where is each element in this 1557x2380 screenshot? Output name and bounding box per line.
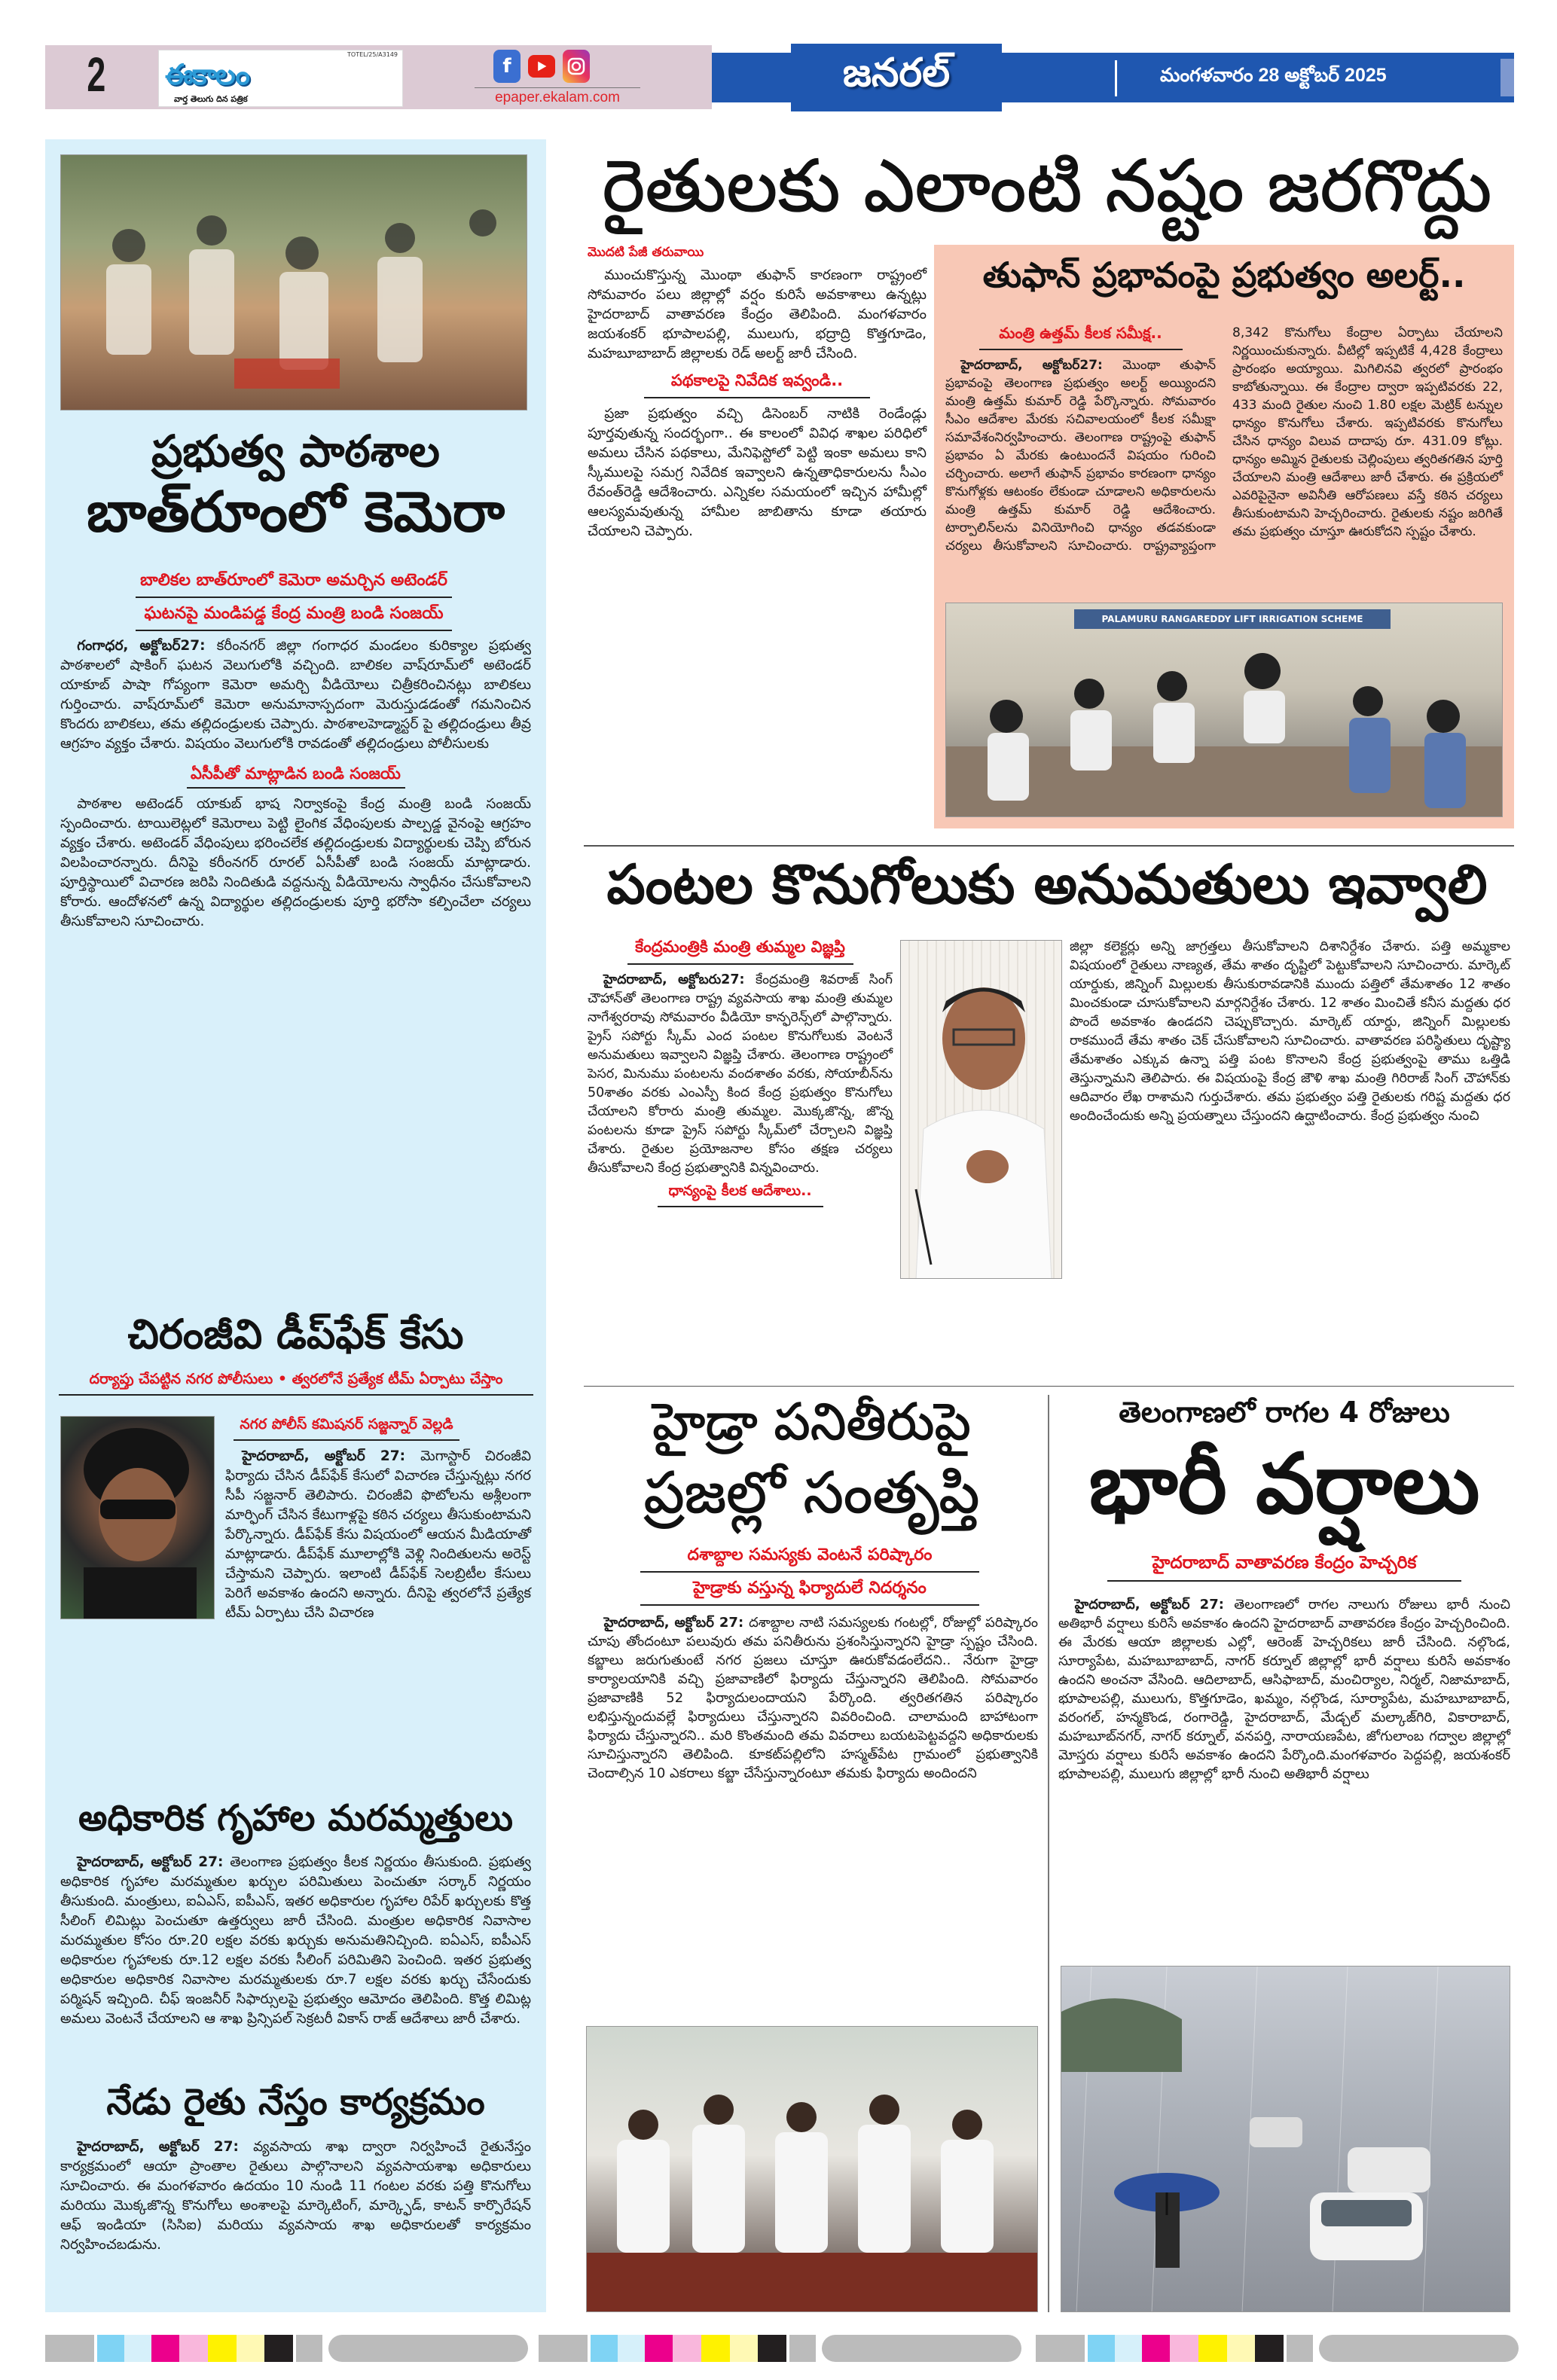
color-swatch xyxy=(789,2335,816,2362)
section-divider xyxy=(584,845,1514,847)
rain-story xyxy=(1058,1595,1510,1783)
color-swatch xyxy=(208,2335,237,2362)
school-subhead-3: ఏసీపీతో మాట్లాడిన బండి సంజయ్ xyxy=(187,764,405,789)
color-swatch xyxy=(1036,2335,1085,2362)
school-story xyxy=(60,636,531,932)
hydra-headline-1: హైడ్రా పనితీరుపై xyxy=(652,1393,971,1452)
color-swatch xyxy=(758,2335,786,2362)
photo-banner: PALAMURU RANGAREDDY LIFT IRRIGATION SCHEME xyxy=(1074,609,1391,629)
divider xyxy=(1115,60,1117,96)
hydra-subheads xyxy=(640,1545,979,1612)
color-swatch xyxy=(296,2335,322,2362)
chiranjeevi-photo xyxy=(60,1416,215,1619)
color-swatch xyxy=(264,2335,293,2362)
print-registration-marks xyxy=(0,2335,1557,2362)
headline-school-2: బాత్‌రూంలో కెమెరా xyxy=(86,480,505,545)
color-swatch xyxy=(237,2335,264,2362)
crops-headline: పంటల కొనుగోలుకు అనుమతులు ఇవ్వాలి xyxy=(606,853,1488,916)
rythu-story xyxy=(60,2137,531,2255)
article-body: తెలంగాణలో రాగల నాలుగు రోజులు భారీ నుంచి అతిభారీ వర్షాలు కురిసే అవకాశం ఉందని హైదరాబాద్ వాతావరణ కేంద్రం హెచ్చరించింది. ఈ మేరకు ఆయా జిల్లాలకు ఎల్లో, ఆరెంజ్ హెచ్చరికలు జారీ చేసింది. నల్గొండ, సూర్యాపేట, మహబూబాబాద్, నాగర్ కర్నూల్ జిల్లాల్లో భారీ వర్షాలు కురిసే అవకాశం ఉందని అంచనా వేసింది. ఆదిలాబాద్, ఆసిఫాబాద్, మంచిర్యాల, నిర్మల్, నిజామాబాద్, భూపాలపల్లి, ములుగు, కొత్తగూడెం, ఖమ్మం, నల్గొండ, సూర్యాపేట, మహబూబాబాద్, వరంగల్, హన్మకొండ, రంగారెడ్డి, హైదరాబాద్, మేడ్చల్ మల్కాజ్‌గిరి, వికారాబాద్, మహబూబ్‌నగర్, నాగర్ కర్నూల్, వనపర్తి, నారాయణపేట, జోగులాంబ గద్వాల జిల్లాల్లో మోస్తరు వర్షాలు కురిసే అవకాశం ఉందని పేర్కొంది.మంగళవారం పెద్దపల్లి, జయశంకర్ భూపాలపల్లి, ములుగు జిల్లాల్లో భారీ నుంచి అతిభారీ వర్షాలు xyxy=(1058,1597,1510,1782)
dateline: హైదరాబాద్, అక్టోబర్ 27: xyxy=(1074,1597,1235,1613)
color-swatch xyxy=(539,2335,588,2362)
rain-street-photo xyxy=(1061,1966,1510,2312)
rain-kicker: తెలంగాణలో రాగల 4 రోజులు xyxy=(1119,1396,1450,1429)
lead-headline: రైతులకు ఎలాంటి నష్టం జరగొద్దు xyxy=(602,144,1492,228)
dateline: హైదరాబాద్, అక్టోబర్27: xyxy=(960,358,1123,373)
color-swatch xyxy=(1142,2335,1170,2362)
section-divider xyxy=(584,1386,1514,1387)
cyclone-headline: తుఫాన్ ప్రభావంపై ప్రభుత్వం అలర్ట్.. xyxy=(982,255,1466,295)
headline-school-1: ప్రభుత్వ పాఠశాల xyxy=(151,426,440,477)
epaper-link[interactable]: epaper.ekalam.com xyxy=(475,87,640,106)
article-body: మెగాస్టార్ చిరంజీవి ఫిర్యాదు చేసిన డీప్‌ఫేక్ కేసులో విచారణ చేస్తున్నట్లు నగర సీపీ సజ్జనార్ తెలిపారు. చిరంజీవి ఫొటోలను అశ్లీలంగా మార్ఫింగ్ చేసిన కేటుగాళ్లపై కఠిన చర్యలు తీసుకుంటామని పేర్కొన్నారు. డీప్‌ఫేక్ కేసు విషయంలో ఆయన మీడియాతో మాట్లాడారు. డీప్‌ఫేక్ మూలాల్లోకి వెళ్లి నిందితులను అరెస్ట్ చేస్తామని చెప్పారు. ఇలాంటి డీప్‌ఫేక్ సెలబ్రిటీల కేసులు పెరిగే అవకాశం ఉందని అన్నారు. దీనిపై త్వరలోనే ప్రత్యేక టీమ్ ఏర్పాటు చేసి విచారణ xyxy=(225,1448,531,1621)
article-body: తెలంగాణ ప్రభుత్వం కీలక నిర్ణయం తీసుకుంది. ప్రభుత్వ అధికారిక గృహాల మరమ్మతుల ఖర్చుల పరిమితులు పెంచుతూ సర్కార్ నిర్ణయం తీసుకుంది. మంత్రులు, ఐఏఎస్, ఐపీఎస్, ఇతర అధికారుల గృహాల రిపేర్ ఖర్చులకు కొత్త సీలింగ్ లిమిట్లు పెంచుతూ ఉత్తర్వులు జారీ చేసింది. మంత్రుల అధికారిక నివాసాల మరమ్మతుల కోసం రూ.20 లక్షల వరకు ఖర్చుకు అనుమతినిచ్చింది. ఐఏఎస్, ఐపీఎస్ అధికారుల గృహాలకు రూ.12 లక్షల వరకు సీలింగ్ పరిమితిని పెంచింది. ఇతర ప్రభుత్వ అధికారుల అధికారిక నివాసాల మరమ్మతులకు రూ.7 లక్షల వరకు ఖర్చు చేసేందుకు పర్మిషన్ ఇచ్చింది. చీఫ్ ఇంజనీర్ సిఫార్సులపై ప్రభుత్వం ఆమోదం తెలిపింది. కొత్త లిమిట్ల అమలు వెంటనే చేయాలని ఆ శాఖ ప్రిన్సిపల్ సెక్రటరీ వికాస్ రాజ్ ఆదేశాలు జారీ చేశారు. xyxy=(60,1854,531,2027)
rain-headline: భారీ వర్షాలు xyxy=(1088,1436,1480,1532)
article-body: ముంచుకొస్తున్న మొంథా తుఫాన్ కారణంగా రాష్ట్రంలో సోమవారం పలు జిల్లాల్లో వర్షం కురిసే అవకాశాలు ఉన్నట్లు హైదరాబాద్ వాతావరణ కేంద్రం తెలిపింది. మంగళవారం జయశంకర్ భూపాలపల్లి, ములుగు, భద్రాద్రి కొత్తగూడెం, మహబూబాబాద్ జిల్లాలకు రెడ్ అలర్ట్ జారీ చేసింది. xyxy=(588,267,927,362)
newspaper-logo[interactable] xyxy=(158,50,403,107)
school-subhead-1: బాలికల బాత్‌రూంలో కెమెరా అమర్చిన అటెండర్ xyxy=(136,571,452,598)
protest-photo xyxy=(60,154,527,410)
color-swatch xyxy=(618,2335,645,2362)
issue-date: మంగళవారం 28 అక్టోబర్ 2025 xyxy=(1160,65,1387,86)
color-swatch xyxy=(97,2335,124,2362)
article-body: జిల్లా కలెక్టర్లు అన్ని జాగ్రత్తలు తీసుకోవాలని దిశానిర్దేశం చేశారు. పత్తి అమ్మకాల విషయంలో రైతులు నాణ్యత, తేమ శాతం దృష్టిలో పెట్టుకోవాలని సూచించారు. మార్కెట్ యార్డుకు, జిన్నింగ్ మిల్లులకు తీసుకురావడానికి ముందు పత్తిలో తేమశాతం 12 శాతం మించకుండా చూసుకోవాలని మార్గనిర్దేశం చేశారు. 12 శాతం మించితే కనీస మద్దతు ధర పొందే అవకాశం ఉండదని చెప్పుకొచ్చారు. మార్కెట్ యార్డు, జిన్నింగ్ మిల్లులకు రాకముందే తేమ శాతం చెక్ చేసుకోవాలని సూచించారు. వాతావరణ పరిస్థితులు దృష్ట్యా తేమశాతం ఎక్కువ ఉన్నా పత్తి పంట కొనాలని కేంద్ర ప్రభుత్వంపై తాము ఒత్తిడి తెస్తున్నామని తెలిపారు. ఈ విషయంపై కేంద్ర జౌళి శాఖ మంత్రి గిరిరాజ్ సింగ్ చౌహాన్‌కు ఆదివారం లేఖ రాశామని గుర్తుచేశారు. తమ ప్రభుత్వం పత్తి రైతులకు గరిష్ట మద్దతు ధర అందించేందుకు అన్ని ప్రయత్నాలు చేస్తుందని ఉద్ఘాటించారు. కేంద్ర ప్రభుత్వం నుంచి xyxy=(1070,939,1510,1124)
dateline: గంగాధర, అక్టోబర్27: xyxy=(77,638,217,654)
crops-subhead: కేంద్రమంత్రికి మంత్రి తుమ్మల విజ్ఞప్తి xyxy=(627,938,853,965)
article-body: దశాబ్దాల నాటి సమస్యలకు గంటల్లో, రోజుల్లో పరిష్కారం చూపు తోందంటూ పలువురు తమ పనితీరును ప్రశంసిస్తున్నారని హైడ్రా స్పష్టం చేసింది. కబ్జాలు జరుగుతుంటే నగర ప్రజలు చూస్తూ ఊరుకోవడంలేదని.. నేరుగా హైడ్రా కార్యాలయానికి వచ్చి ప్రజావాణిలో ఫిర్యాదు చేస్తున్నారని తెలిపింది. సోమవారం ప్రజావాణికి 52 ఫిర్యాదులందాయని పేర్కొంది. త్వరితగతిన పరిష్కారం లభిస్తున్నందువల్లే ఫిర్యాదులు చేస్తున్నారని వివరించింది. చాలామంది బాహాటంగా ఫిర్యాదు చేస్తున్నారని.. మరి కొంతమంది తమ వివరాలు బయటపెట్టవద్దని అధికారులకు సూచిస్తున్నారని తెలిపింది. కూకట్‌పల్లిలోని హస్మత్‌పేట గ్రామంలో ప్రభుత్వానికి చెందాల్సిన 10 ఎకరాలు కబ్జా చేసేస్తున్నారంటూ తమకు ఫిర్యాదు అందిందని xyxy=(588,1615,1038,1781)
color-swatch xyxy=(1198,2335,1227,2362)
review-meeting-photo xyxy=(945,603,1503,817)
column-divider xyxy=(1048,1395,1049,2312)
color-swatch xyxy=(151,2335,179,2362)
headline-deepfake: చిరంజీవి డీప్‌ఫేక్ కేసు xyxy=(127,1311,464,1358)
logo-registration: TOTEL/25/A3149 xyxy=(347,51,398,58)
dateline: హైదరాబాద్, అక్టోబర్ 27: xyxy=(77,2139,254,2155)
lead-story xyxy=(588,245,927,542)
color-swatch xyxy=(1255,2335,1284,2362)
gray-registration-block xyxy=(1319,2335,1519,2362)
color-swatch xyxy=(45,2335,94,2362)
crops-story-right xyxy=(1070,938,1510,1126)
color-swatch xyxy=(645,2335,673,2362)
hydra-subhead-1: దశాబ్దాల సమస్యకు వెంటనే పరిష్కారం xyxy=(640,1545,979,1573)
article-body: ప్రజా ప్రభుత్వం వచ్చి డిసెంబర్ నాటికి రెండేండ్లు పూర్తవుతున్న సందర్భంగా.. ఈ కాలంలో వివిధ శాఖల పరిధిలో అమలు చేసిన పథకాలు, మేనిఫెస్టోలో పెట్టి ఇంకా అమలు కాని స్కీములపై సమగ్ర నివేదిక ఇవ్వాలని ఉన్నతాధికారులను సీఎం రేవంత్‌రెడ్డి ఆదేశించారు. ఎన్నికల సమయంలో ఇచ్చిన హామీల్లో ఆలస్యమవుతున్న హామీల జాబితాను కూడా తయారు చేయాలని చెప్పారు. xyxy=(588,406,927,539)
color-swatch xyxy=(124,2335,151,2362)
article-body: మొంథా తుఫాన్ ప్రభావంపై తెలంగాణ ప్రభుత్వం అలర్ట్ అయ్యిందని మంత్రి ఉత్తమ్ కుమార్ రెడ్డి పేర్కొన్నారు. సోమవారం సీఎం ఆదేశాల మేరకు సచివాలయంలో కీలక సమీక్షా సమావేశంనిర్వహించారు. తెలంగాణ రాష్ట్రంపై తుఫాన్ ప్రభావం ఏ మేరకు ఉంటుందనే విషయం గురించి చర్చించారు. అలాగే తుఫాన్ ప్రభావం కారణంగా ధాన్యం కొనుగోళ్లకు ఆటంకం లేకుండా చూడాలని అధికారులను మంత్రి ఉత్తమ్ కుమార్ రెడ్డి ఆదేశించారు. టార్పాలిన్‌లను వినియోగించి ధాన్యం తడవకుండా చర్యలు తీసుకోవాలని సూచించారు. రాష్ట్రవ్యాప్తంగా 8,342 కొనుగోలు కేంద్రాల ఏర్పాటు చేయాలని నిర్ణయించుకున్నారు. వీటిల్లో ఇప్పటికే 4,428 కేంద్రాలు ప్రారంభం అయ్యాయి. మిగిలినవి త్వరలో ప్రారంభం కాబోతున్నాయి. ఈ కేంద్రాల ద్వారా ఇప్పటివరకు 22, 433 మంది రైతుల నుంచి 1.80 లక్షల మెట్రిక్ టన్నుల ధాన్యం కొనుగోలు చేశారు. ఇప్పటివరకు కొనుగోలు చేసిన ధాన్యం విలువ దాదాపు రూ. 431.09 కోట్లు. ధాన్యం అమ్మిన రైతులకు చెల్లింపులు త్వరితగతిన పూర్తి చేయాలని మంత్రి ఆదేశాలు జారీ చేశారు. ఈ ప్రక్రియలో ఎవరిపైనైనా అవినీతి ఆరోపణలు వస్తే కఠిన చర్యలు తీసుకుంటామని హెచ్చరించారు. రైతులకు నష్టం జరిగితే తమ ప్రభుత్వం చూస్తూ ఊరుకోదని స్పష్టం చేశారు. xyxy=(945,325,1503,554)
minister-photo xyxy=(900,940,1062,1279)
dateline: హైదరాబాద్, అక్టోబర్ 27: xyxy=(77,1854,230,1870)
article-body: కరీంనగర్ జిల్లా గంగాధర మండలం కురిక్యాల ప్రభుత్వ పాఠశాలలో షాకింగ్ ఘటన వెలుగులోకి వచ్చింది. బాలికల వాష్‌రూమ్‌లో అటెండర్ యాకూబ్ పాషా గోప్యంగా కెమెరా అమర్చి వీడియోలు చిత్రీకరించినట్లు బాలికలు గుర్తించారు. వాష్‌రూమ్‌లో కెమెరా అనుమానాస్పదంగా మెరుస్తుడడంతో గమనించిన కొందరు బాలికలు, తమ తల్లిదండ్రులకు చెప్పారు. పాఠశాలహెడ్మాస్టర్ పై తల్లిదండ్రులు తీవ్ర ఆగ్రహం వ్యక్తం చేశారు. విషయం వెలుగులోకి రావడంతో తల్లిదండ్రులు పోలీసులకు xyxy=(60,638,531,752)
dateline: హైదరాబాద్, అక్టోబర్ 27: xyxy=(603,1615,749,1631)
facebook-icon[interactable]: f xyxy=(493,50,521,83)
color-swatch xyxy=(673,2335,701,2362)
headline-rythu-nestham: నేడు రైతు నేస్తం కార్యక్రమం xyxy=(106,2081,485,2123)
deepfake-subhead: దర్యాప్తు చేపట్టిన నగర పోలీసులు • త్వరలోనే ప్రత్యేక టీమ్ ఏర్పాటు చేస్తాం xyxy=(59,1371,533,1396)
color-swatch xyxy=(730,2335,758,2362)
hydra-headline-2: ప్రజల్లో సంతృప్తి xyxy=(643,1459,980,1526)
color-swatch xyxy=(1170,2335,1198,2362)
article-body: వ్యవసాయ శాఖ ద్వారా నిర్వహించే రైతునేస్తం కార్యక్రమంలో ఆయా ప్రాంతాల రైతులు పాల్గొనాలని వ్యవసాయశాఖ అధికారులు సూచించారు. ఈ మంగళవారం ఉదయం 10 నుండి 11 గంటల వరకు పత్తి కొనుగోలు మరియు మొక్కజొన్న కొనుగోలు అంశాలపై మార్కెటింగ్, మార్క్ఫెడ్, కాటన్ కార్పొరేషన్ ఆఫ్ ఇండియా (సిసిఐ) మరియు వ్యవసాయ శాఖ అధికారులతో కార్యక్రమం నిర్వహించబడును. xyxy=(60,2139,531,2253)
continued-kicker: మొదటి పేజీ తరువాయి xyxy=(588,245,704,260)
color-swatch xyxy=(591,2335,618,2362)
deepfake-subhead-2: నగర పోలీస్ కమిషనర్ సజ్జన్నార్ వెల్లడి xyxy=(234,1416,459,1441)
color-swatch xyxy=(701,2335,730,2362)
school-subheads xyxy=(136,571,452,637)
gray-registration-block xyxy=(822,2335,1021,2362)
section-bar-tab xyxy=(1501,59,1514,96)
hydra-subhead-2: హైడ్రాకు వస్తున్న ఫిర్యాదులే నిదర్శనం xyxy=(640,1579,979,1606)
logo-name: ఈకాలం xyxy=(165,58,249,91)
dateline: హైదరాబాద్, అక్టోబరు27: xyxy=(603,972,756,987)
social-links xyxy=(493,50,590,83)
headline-housing: అధికారిక గృహాల మరమ్మత్తులు xyxy=(78,1797,514,1839)
section-title: జనరల్ xyxy=(791,44,1002,111)
crops-subhead-2: ధాన్యంపై కీలక ఆదేశాలు.. xyxy=(658,1182,823,1207)
rain-subhead: హైదరాబాద్ వాతావరణ కేంద్రం హెచ్చరిక xyxy=(1107,1553,1461,1582)
color-swatch xyxy=(179,2335,208,2362)
page-number: 2 xyxy=(87,47,106,102)
logo-tagline: వార్త తెలుగు దిన పత్రిక xyxy=(174,94,248,104)
youtube-icon[interactable] xyxy=(528,55,555,78)
gray-registration-block xyxy=(328,2335,528,2362)
article-body: కేంద్రమంత్రి శివరాజ్ సింగ్ చౌహాన్‌తో తెలంగాణ రాష్ట్ర వ్యవసాయ శాఖ మంత్రి తుమ్మల నాగేశ్వరరావు సోమవారం వీడియో కాన్ఫరెన్స్‌లో పాల్గొన్నారు. ప్రైస్ సపోర్టు స్కీమ్ ఎంద పంటల కొనుగోలుకు వెంటనే అనుమతులు ఇవ్వాలని విజ్ఞప్తి చేశారు. తెలంగాణ రాష్ట్రంలో పెసర, మినుము పంటలను వందశాతం వరకు, సోయాబీన్‌ను 50శాతం వరకు ఎంఎస్పీ కింద కేంద్ర ప్రభుత్వం కొనుగోలు చేయాలని కోరారు మంత్రి తుమ్మల. మొక్కజొన్న, జొన్న పంటలను కూడా ప్రైస్ సపోర్టు స్కీమ్‌లో చేర్చాలని విజ్ఞప్తి చేశారు. రైతుల ప్రయోజనాల కోసం తక్షణ చర్యలు తీసుకోవాలని కేంద్ర ప్రభుత్వానికి విన్నవించారు. xyxy=(588,972,893,1176)
color-swatch xyxy=(1287,2335,1313,2362)
cyclone-story xyxy=(945,324,1503,595)
color-swatch xyxy=(1115,2335,1142,2362)
color-swatch xyxy=(1227,2335,1255,2362)
color-swatch xyxy=(1088,2335,1115,2362)
instagram-icon[interactable] xyxy=(563,50,590,83)
cyclone-subhead: మంత్రి ఉత్తమ్ కీలక సమీక్ష.. xyxy=(979,324,1183,350)
housing-story xyxy=(60,1853,531,2029)
school-subhead-2: ఘటనపై మండిపడ్డ కేంద్ర మంత్రి బండి సంజయ్ xyxy=(136,604,452,631)
lead-subhead: పథకాలపై నివేదిక ఇవ్వండి.. xyxy=(644,371,870,398)
crops-story-left xyxy=(588,938,893,1213)
article-body: పాఠశాల అటెండర్ యాకుబ్ భాష నిర్వాకంపై కేంద్ర మంత్రి బండి సంజయ్ స్పందించారు. టాయిలెట్లలో కెమెరాలు పెట్టి లైంగిక వేధింపులకు పాల్పడ్డ వైనంపై ఆగ్రహం వ్యక్తం చేశారు. అటెండర్ వేధింపులు భరించలేక తల్లిదండ్రులకు విద్యార్థులకు చెప్పి బోరున విలపించారన్నారు. దీనిపై కరీంనగర్ రూరల్ ఏసీపీతో బండి సంజయ్ మాట్లాడారు. పూర్తిస్థాయిలో విచారణ జరిపి నిందితుడి వద్దనున్న వీడియోలను స్వాధీనం చేసుకోవాలని కోరారు. ఆందోళనలో ఉన్న విద్యార్థుల తల్లిదండ్రులకు పూర్తి భరోసా కల్పించేలా చర్యలు తీసుకోవాలని సూచించారు. xyxy=(60,796,531,929)
hydra-story xyxy=(588,1613,1038,1783)
hydra-prajavani-photo xyxy=(586,2026,1038,2312)
deepfake-story xyxy=(60,1416,531,1624)
dateline: హైదరాబాద్, అక్టోబర్ 27: xyxy=(242,1448,421,1464)
